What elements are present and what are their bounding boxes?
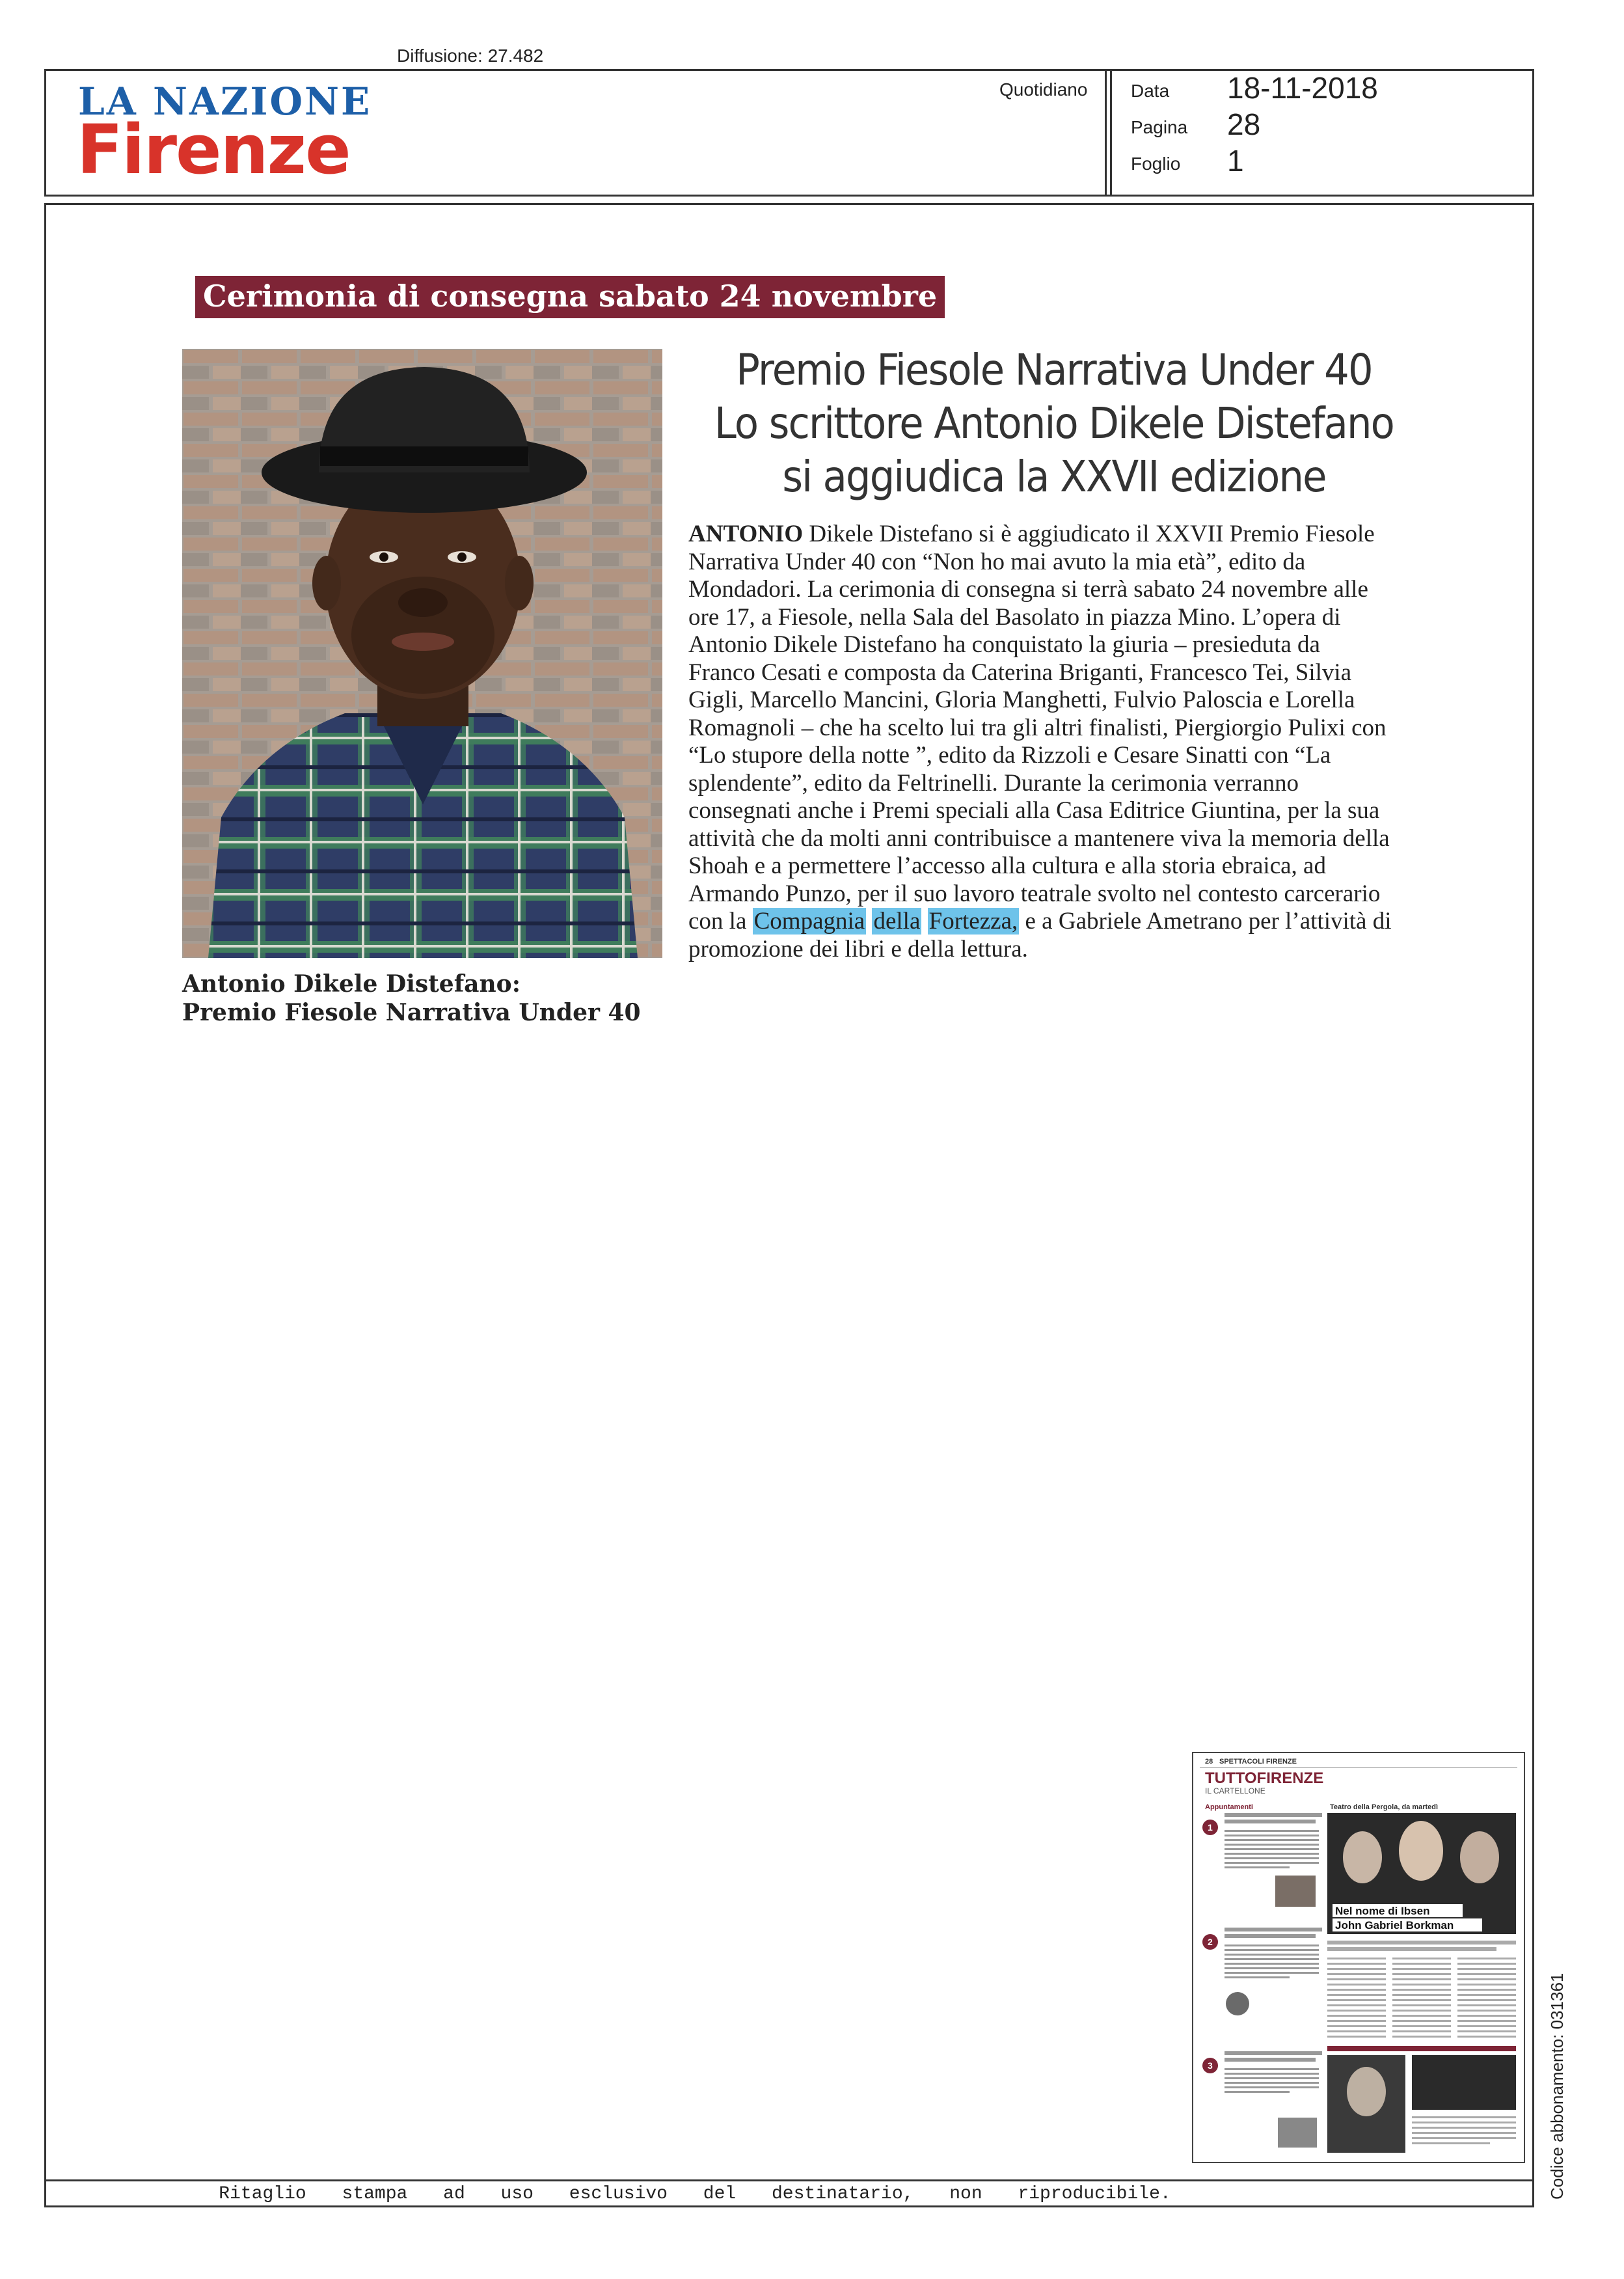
logo-la-nazione: LA NAZIONE [78, 79, 372, 124]
thumb-brand: TUTTOFIRENZE [1205, 1769, 1324, 1787]
headline-line: Lo scrittore Antonio Dikele Distefano [714, 398, 1394, 448]
codice-abbonamento: Codice abbonamento: 031361 [1547, 1972, 1567, 2200]
foglio-value: 1 [1227, 144, 1244, 178]
thumb-feature-kicker: Teatro della Pergola, da martedì [1330, 1803, 1439, 1811]
highlighted-term: Fortezza, [928, 908, 1018, 935]
thumb-sub: IL CARTELLONE [1205, 1786, 1265, 1795]
thumb-item-number: 2 [1208, 1937, 1213, 1947]
thumb-feature-title: Nel nome di Ibsen [1335, 1905, 1430, 1917]
page-thumbnail [1192, 1752, 1525, 2163]
thumb-section: SPETTACOLI FIRENZE [1219, 1758, 1297, 1766]
highlighted-term: Compagnia [753, 908, 865, 935]
ritaglio-notice: Ritaglio stampa ad uso esclusivo del destinatario, non riproducibile. [219, 2184, 1171, 2204]
thumb-item-number: 1 [1208, 1822, 1213, 1833]
article-headline [707, 344, 1401, 504]
article-body [688, 521, 1392, 963]
data-label: Data [1131, 81, 1170, 101]
article-kicker: Cerimonia di consegna sabato 24 novembre [195, 276, 945, 318]
headline-line: Premio Fiesole Narrativa Under 40 [736, 345, 1372, 395]
caption-line: Premio Fiesole Narrativa Under 40 [182, 999, 641, 1026]
thumb-page-number: 28 [1205, 1758, 1213, 1766]
body-text-part: Dikele Distefano si è aggiudicato il XXVII Premio Fiesole Narrativa Under 40 con “Non ho mai avuto la mia età”, edito da Mondadori. La cerimonia di consegna si terrà sabato 24 novembre alle ore 17, a Fiesole, nella Sala del Basolato in piazza Mino. L’opera di Antonio Dikele Distefano ha conquistato la giuria – presieduta da Franco Cesati e composta da Caterina Briganti, Francesco Tei, Silvia Gigli, Marcello Mancini, Gloria Manghetti, Fulvio Paloscia e Lorella Romagnoli – che ha scelto lui tra gli altri finalisti, Piergiorgio Pulixi con “Lo stupore della notte ”, edito da Rizzoli e Cesare Sinatti con “La splendente”, edito da Feltrinelli. Durante la cerimonia verranno consegnati anche i Premi speciali alla Casa Editrice Giuntina, per la sua attività che da molti anni contribuisce a mantenere viva la memoria della Shoah e a permettere l’accesso alla cultura e alla storia ebraica, ad Armando Punzo, per il suo lavoro teatrale svolto nel contesto carcerario con la [688, 521, 1390, 935]
headline-line: si aggiudica la XXVII edizione [782, 452, 1326, 502]
masthead-divider [1105, 69, 1107, 197]
caption-line: Antonio Dikele Distefano: [182, 970, 521, 998]
diffusione-label: Diffusione: 27.482 [397, 46, 544, 66]
photo-caption [182, 970, 664, 1027]
lead-word: ANTONIO [688, 521, 804, 547]
masthead-divider [1110, 69, 1112, 197]
body-text-part: e a Gabriele Ametrano per l’attività di promozione dei libri e della lettura. [688, 908, 1392, 962]
thumb-feature-title: John Gabriel Borkman [1335, 1919, 1454, 1931]
thumb-appuntamenti: Appuntamenti [1205, 1803, 1253, 1811]
pagina-value: 28 [1227, 107, 1261, 141]
thumb-item-number: 3 [1208, 2060, 1213, 2071]
author-photo [182, 349, 662, 958]
publication-type: Quotidiano [999, 79, 1088, 100]
foglio-label: Foglio [1131, 154, 1181, 174]
pagina-label: Pagina [1131, 117, 1188, 137]
data-value: 18-11-2018 [1227, 71, 1378, 105]
logo-firenze: Firenze [77, 110, 350, 189]
highlighted-term: della [873, 908, 921, 935]
